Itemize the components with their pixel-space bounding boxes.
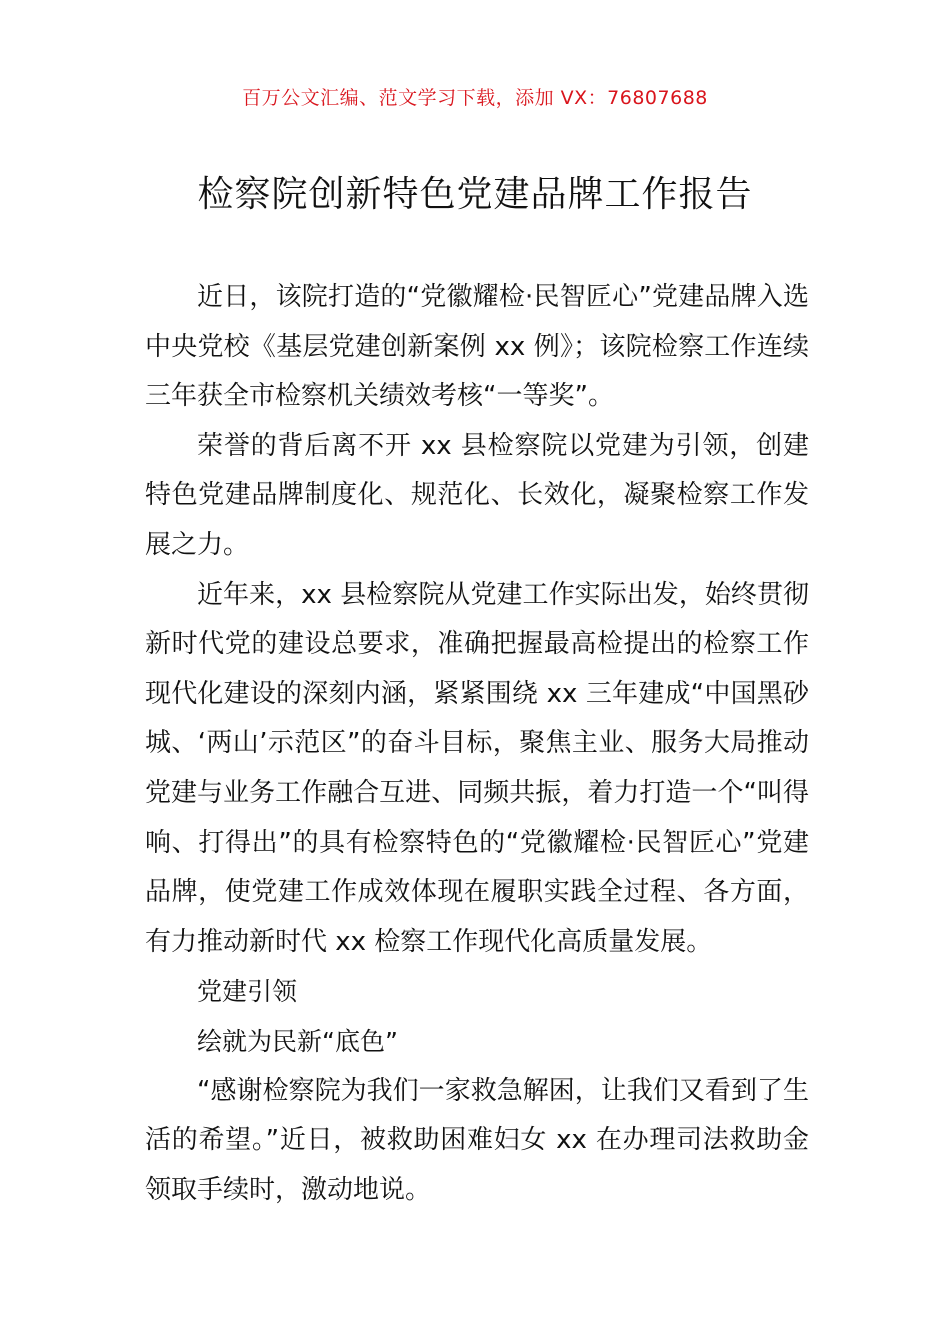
paragraph: 近日，该院打造的“党徽耀检·民智匠心”党建品牌入选中央党校《基层党建创新案例 xx 例》；该院检察工作连续三年获全市检察机关绩效考核“一等奖”。 — [145, 282, 809, 412]
paragraph: “感谢检察院为我们一家救急解困，让我们又看到了生活的希望。”近日，被救助困难妇女 xx 在办理司法救助金领取手续时，激动地说。 — [145, 1075, 809, 1205]
paragraph: 荣誉的背后离不开 xx 县检察院以党建为引领，创建特色党建品牌制度化、规范化、长效化，凝聚检察工作发展之力。 — [145, 430, 809, 560]
section-subheading: 绘就为民新“底色” — [197, 1026, 398, 1056]
paragraph: 近年来，xx 县检察院从党建工作实际出发，始终贯彻新时代党的建设总要求，准确把握最高检提出的检察工作现代化建设的深刻内涵，紧紧围绕 xx 三年建成“中国黑砂城、‘两山’示范区”的奋斗目标，聚焦主业、服务大局推动党建与业务工作融合互进、同频共振，着力打造一个“叫得响、打得出”的具有检察特色的“党徽耀检·民智匠心”党建品牌，使党建工作成效体现在履职实践全过程、各方面，有力推动新时代 xx 检察工作现代化高质量发展。 — [145, 579, 809, 957]
document-body — [145, 273, 809, 1215]
header-note: 百万公文汇编、范文学习下载，添加 VX：76807688 — [242, 87, 708, 109]
document-title: 检察院创新特色党建品牌工作报告 — [197, 174, 753, 215]
section-heading: 党建引领 — [197, 977, 298, 1007]
